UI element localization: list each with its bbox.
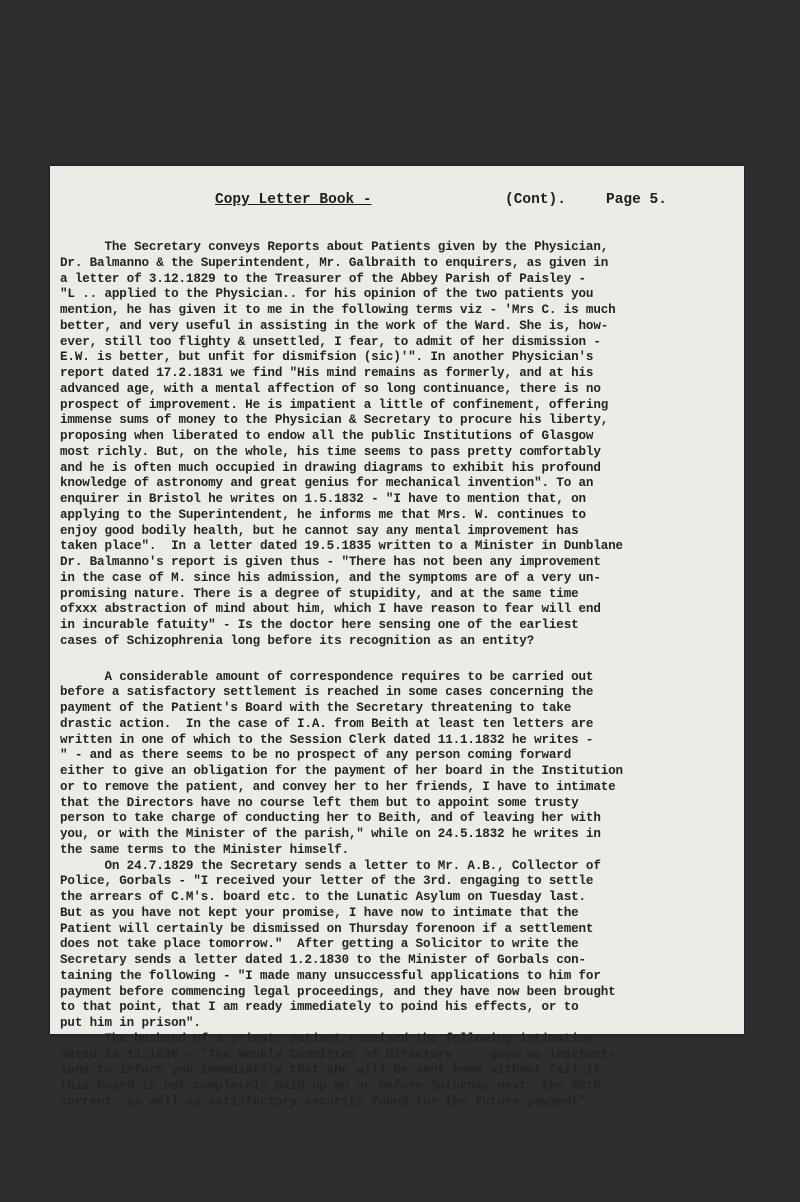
text-line: taining the following - "I made many unsuccessful applications to him for bbox=[60, 968, 601, 983]
text-line: prospect of improvement. He is impatient a little of confinement, offering bbox=[60, 397, 609, 412]
text-line: enquirer in Bristol he writes on 1.5.1832 - "I have to mention that, on bbox=[60, 492, 586, 506]
text-line: Police, Gorbals - "I received your letter of the 3rd. engaging to settle bbox=[60, 874, 594, 889]
continuation-label: (Cont). bbox=[505, 192, 566, 208]
text-line: ions to inform you immediately that she will be sent home without fail if bbox=[60, 1063, 601, 1078]
text-line: The husband of a private patient received the following intimation bbox=[60, 1031, 594, 1046]
text-line: payment of the Patient's Board with the Secretary threatening to take bbox=[60, 701, 572, 715]
text-line: ever, still too flighty & unsettled, I fear, to admit of her dismission - bbox=[60, 334, 601, 349]
text-line: Dr. Balmanno & the Superintendent, Mr. Galbraith to enquirers, as given in bbox=[60, 255, 609, 270]
text-line: put him in prison". bbox=[60, 1016, 201, 1030]
text-line: most richly. But, on the whole, his time seems to pass pretty comfortably bbox=[60, 444, 601, 459]
paragraph-correspondence-on-board-payment bbox=[60, 670, 750, 1111]
text-line: E.W. is better, but unfit for dismifsion (sic)'". In another Physician's bbox=[60, 350, 594, 365]
text-line: cases of Schizophrenia long before its recognition as an entity? bbox=[60, 633, 535, 648]
text-line: a letter of 3.12.1829 to the Treasurer of the Abbey Parish of Paisley - bbox=[60, 271, 586, 286]
document-title: Copy Letter Book - bbox=[215, 192, 372, 208]
text-line: The Secretary conveys Reports about Patients given by the Physician, bbox=[60, 240, 609, 254]
text-line: ofxxx abstraction of mind about him, which I have reason to fear will end bbox=[60, 602, 601, 617]
text-line: written in one of which to the Session Clerk dated 11.1.1832 he writes - bbox=[60, 732, 594, 747]
text-line: Secretary sends a letter dated 1.2.1830 to the Minister of Gorbals con- bbox=[60, 953, 586, 967]
text-line: But as you have not kept your promise, I have now to intimate that the bbox=[60, 905, 579, 920]
text-line: immense sums of money to the Physician & Secretary to procure his liberty, bbox=[60, 413, 609, 428]
text-line: the same terms to the Minister himself. bbox=[60, 842, 349, 857]
text-line: "L .. applied to the Physician.. for his opinion of the two patients you bbox=[60, 287, 594, 302]
text-line: payment before commencing legal proceedings, and they have now been brought bbox=[60, 984, 616, 999]
text-line: A considerable amount of correspondence requires to be carried out bbox=[60, 669, 594, 684]
text-line: On 24.7.1829 the Secretary sends a letter to Mr. A.B., Collector of bbox=[60, 858, 601, 873]
text-line: in incurable fatuity" - Is the doctor here sensing one of the earliest bbox=[60, 618, 579, 632]
text-line: promising nature. There is a degree of stupidity, and at the same time bbox=[60, 586, 579, 601]
text-line: current, as well as satisfactory security found for the future payment" bbox=[60, 1094, 586, 1109]
text-line: Patient will certainly be dismissed on Thursday forenoon if a settlement bbox=[60, 921, 594, 936]
text-line: enjoy good bodily health, but he cannot say any mental improvement has bbox=[60, 523, 579, 538]
text-line: you, or with the Minister of the parish," while on 24.5.1832 he writes in bbox=[60, 827, 601, 841]
text-line: drastic action. In the case of I.A. from Beith at least ten letters are bbox=[60, 716, 594, 731]
text-line: person to take charge of conducting her to Beith, and of leaving her with bbox=[60, 811, 601, 826]
text-line: report dated 17.2.1831 we find "His mind remains as formerly, and at his bbox=[60, 366, 594, 380]
text-line: applying to the Superintendent, he informs me that Mrs. W. continues to bbox=[60, 507, 586, 522]
text-line: proposing when liberated to endow all the public Institutions of Glasgow bbox=[60, 429, 594, 443]
text-line: that the Directors have no course left them but to appoint some trusty bbox=[60, 795, 579, 810]
text-line: taken place". In a letter dated 19.5.1835 written to a Minister in Dunblane bbox=[60, 539, 623, 554]
text-line: in the case of M. since his admission, and the symptoms are of a very un- bbox=[60, 570, 601, 585]
paragraph-gap bbox=[60, 650, 750, 670]
text-line: better, and very useful in assisting in the work of the Ward. She is, how- bbox=[60, 318, 609, 333]
text-line: knowledge of astronomy and great genius for mechanical invention". To an bbox=[60, 476, 594, 491]
document-page bbox=[50, 166, 744, 1109]
text-line: does not take place tomorrow." After getting a Solicitor to write the bbox=[60, 937, 579, 952]
text-line: and he is often much occupied in drawing diagrams to exhibit his profound bbox=[60, 460, 601, 475]
text-line: advanced age, with a mental affection of so long continuance, there is no bbox=[60, 381, 601, 396]
text-line: " - and as there seems to be no prospect of any person coming forward bbox=[60, 748, 572, 763]
text-line: this board is not completely paid up on or before Saturday next, the 20th bbox=[60, 1079, 601, 1093]
text-line: either to give an obligation for the payment of her board in the Institution bbox=[60, 764, 623, 778]
page-number: Page 5. bbox=[606, 192, 667, 208]
text-line: mention, he has given it to me in the following terms viz - 'Mrs C. is much bbox=[60, 303, 616, 317]
text-line: before a satisfactory settlement is reached in some cases concerning the bbox=[60, 685, 594, 700]
document-body bbox=[60, 240, 750, 1111]
text-line: the arrears of C.M's. board etc. to the Lunatic Asylum on Tuesday last. bbox=[60, 890, 586, 904]
text-line: Dr. Balmanno's report is given thus - "There has not been any improvement bbox=[60, 555, 601, 569]
text-line: to that point, that I am ready immediately to poind his effects, or to bbox=[60, 1000, 579, 1015]
paragraph-reports-about-patients bbox=[60, 240, 750, 650]
text-line: or to remove the patient, and convey her to her friends, I have to intimate bbox=[60, 779, 616, 794]
text-line: dated 16.11.1830 - "The Weekly Committee of Directors ... gave me instruct- bbox=[60, 1047, 616, 1062]
